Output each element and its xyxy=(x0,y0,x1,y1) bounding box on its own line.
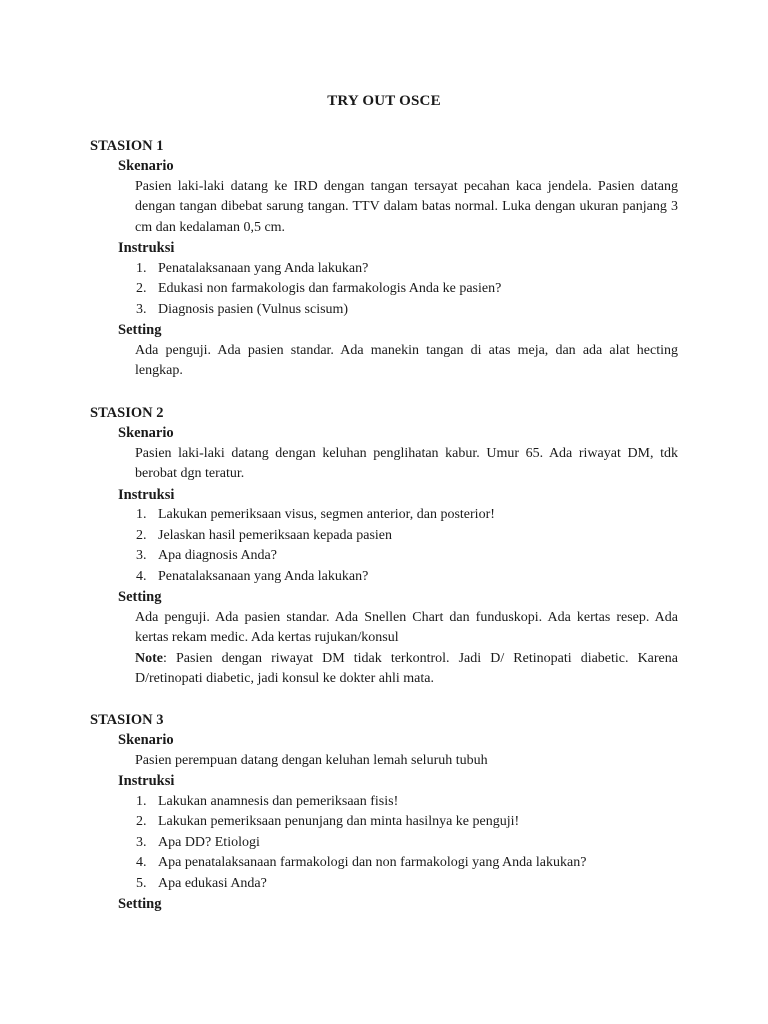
setting-section xyxy=(118,320,678,382)
list-item xyxy=(118,833,678,854)
list-item xyxy=(118,874,678,895)
note-body: : Pasien dengan riwayat DM tidak terkontrol. Jadi D/ Retinopati diabetic. Karena D/retinopati diabetic, jadi konsul ke dokter ahli mata. xyxy=(135,650,678,686)
list-text: Lakukan pemeriksaan visus, segmen anterior, dan posterior! xyxy=(158,507,495,522)
list-number: 2. xyxy=(136,281,147,296)
station-heading: STASION 2 xyxy=(90,405,164,421)
skenario-section xyxy=(118,730,678,771)
instruksi-heading: Instruksi xyxy=(118,486,175,503)
station-heading: STASION 3 xyxy=(90,712,164,728)
station-heading: STASION 1 xyxy=(90,138,164,154)
list-text: Lakukan pemeriksaan penunjang dan minta hasilnya ke penguji! xyxy=(158,814,520,829)
instruksi-heading: Instruksi xyxy=(118,240,175,256)
list-number: 1. xyxy=(136,260,147,276)
list-text: Penatalaksanaan yang Anda lakukan? xyxy=(158,568,369,584)
skenario-text: Pasien perempuan datang dengan keluhan lemah seluruh tubuh xyxy=(135,752,488,768)
list-text: Edukasi non farmakologis dan farmakologis Anda ke pasien? xyxy=(158,281,502,296)
list-item xyxy=(118,300,678,321)
list-number: 5. xyxy=(136,875,147,891)
skenario-text: Pasien laki-laki datang ke IRD dengan tangan tersayat pecahan kaca jendela. Pasien datang dengan tangan dibebat sarung tangan. TTV dalam batas normal. Luka dengan ukuran panjang 3 cm dan kedalaman 0,5 cm. xyxy=(135,178,678,235)
setting-heading: Setting xyxy=(118,896,162,912)
list-item xyxy=(118,505,678,526)
list-text: Penatalaksanaan yang Anda lakukan? xyxy=(158,260,369,276)
list-item xyxy=(118,259,678,280)
setting-text: Ada penguji. Ada pasien standar. Ada manekin tangan di atas meja, dan ada alat hecting lengkap. xyxy=(135,342,678,378)
instruksi-section xyxy=(118,238,678,320)
station-2 xyxy=(90,403,678,690)
setting-text: Ada penguji. Ada pasien standar. Ada Snellen Chart dan funduskopi. Ada kertas resep. Ada kertas rekam medic. Ada kertas rujukan/konsul xyxy=(135,609,678,645)
list-item xyxy=(118,546,678,567)
skenario-heading: Skenario xyxy=(118,425,174,441)
list-number: 1. xyxy=(136,507,147,522)
instruksi-list xyxy=(118,792,678,895)
list-text: Lakukan anamnesis dan pemeriksaan fisis! xyxy=(158,793,399,809)
list-number: 2. xyxy=(136,814,147,829)
list-text: Apa penatalaksanaan farmakologi dan non farmakologi yang Anda lakukan? xyxy=(158,855,587,870)
instruksi-section xyxy=(118,485,678,588)
skenario-section xyxy=(118,156,678,238)
list-number: 4. xyxy=(136,855,147,870)
list-number: 2. xyxy=(136,527,147,543)
list-text: Apa DD? Etiologi xyxy=(158,834,260,850)
list-item xyxy=(118,526,678,547)
setting-heading: Setting xyxy=(118,322,162,338)
setting-section xyxy=(118,587,678,690)
list-item xyxy=(118,567,678,588)
list-item xyxy=(118,279,678,300)
list-item xyxy=(118,792,678,813)
list-number: 3. xyxy=(136,301,147,317)
skenario-section xyxy=(118,423,678,485)
document-title: TRY OUT OSCE xyxy=(327,93,441,109)
list-text: Jelaskan hasil pemeriksaan kepada pasien xyxy=(158,527,393,543)
station-3 xyxy=(90,710,678,915)
list-number: 1. xyxy=(136,793,147,809)
skenario-heading: Skenario xyxy=(118,732,174,748)
setting-heading: Setting xyxy=(118,589,162,605)
instruksi-section xyxy=(118,771,678,894)
note-label: Note xyxy=(135,650,163,666)
list-number: 3. xyxy=(136,834,147,850)
instruksi-list xyxy=(118,259,678,321)
list-number: 4. xyxy=(136,568,147,584)
list-text: Diagnosis pasien (Vulnus scisum) xyxy=(158,301,349,317)
note-text xyxy=(135,649,678,690)
setting-section xyxy=(118,894,678,915)
skenario-text: Pasien laki-laki datang dengan keluhan penglihatan kabur. Umur 65. Ada riwayat DM, tdk berobat dgn teratur. xyxy=(135,445,678,481)
list-text: Apa diagnosis Anda? xyxy=(158,548,277,563)
list-item xyxy=(118,853,678,874)
instruksi-list xyxy=(118,505,678,587)
station-1 xyxy=(90,136,678,382)
list-item xyxy=(118,812,678,833)
skenario-heading: Skenario xyxy=(118,158,174,174)
instruksi-heading: Instruksi xyxy=(118,773,175,789)
list-text: Apa edukasi Anda? xyxy=(158,875,267,891)
list-number: 3. xyxy=(136,548,147,563)
